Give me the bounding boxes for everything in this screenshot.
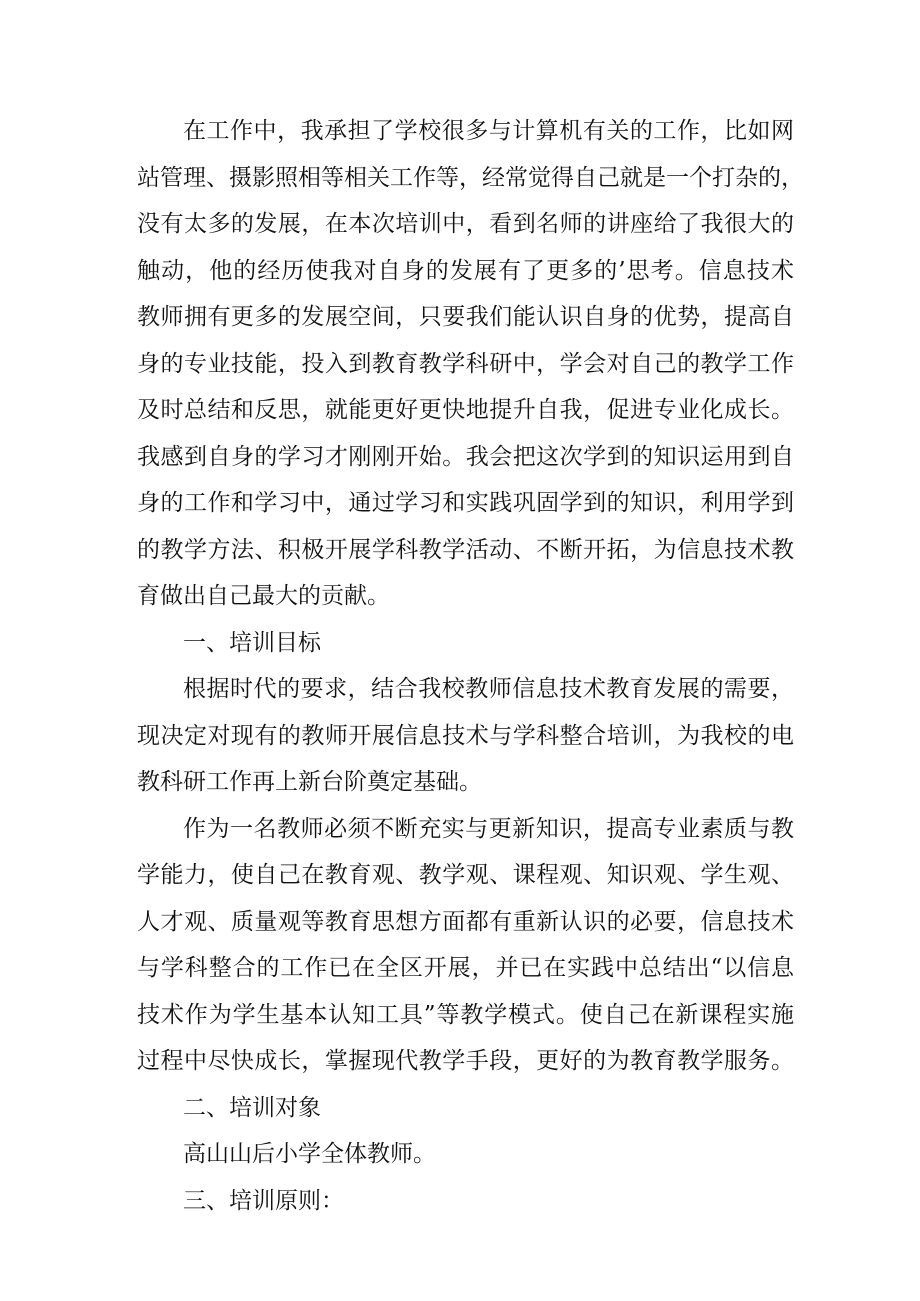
- text-line: 教师拥有更多的发展空间，只要我们能认识自身的优势，提高自: [137, 304, 794, 330]
- text-line: 技术作为学生基本认知工具”等教学模式。使自己在新课程实施: [137, 1001, 794, 1028]
- text-line: 在工作中，我承担了学校很多与计算机有关的工作，比如网: [183, 118, 794, 144]
- text-line: 高山山后小学全体教师。: [183, 1141, 436, 1167]
- text-line: 过程中尽快成长，掌握现代教学手段，更好的为教育教学服务。: [137, 1048, 794, 1074]
- text-line: 及时总结和反思，就能更好更快地提升自我，促进专业化成长。: [137, 397, 794, 423]
- text-line: 现决定对现有的教师开展信息技术与学科整合培训，为我校的电: [137, 722, 794, 749]
- text-line: 的教学方法、积极开展学科教学活动、不断开拓，为信息技术教: [137, 536, 794, 563]
- text-line: 身的专业技能，投入到教育教学科研中，学会对自己的教学工作: [137, 350, 794, 377]
- text-line: 没有太多的发展，在本次培训中，看到名师的讲座给了我很大的: [137, 211, 794, 237]
- text-line: 根据时代的要求，结合我校教师信息技术教育发展的需要，: [183, 676, 794, 702]
- document-body: [137, 108, 804, 1224]
- text-line: 三、培训原则：: [183, 1187, 344, 1214]
- text-line: 教科研工作再上新台阶奠定基础。: [137, 769, 482, 795]
- text-line: 学能力，使自己在教育观、教学观、课程观、知识观、学生观、: [137, 862, 794, 888]
- text-line: 作为一名教师必须不断充实与更新知识，提高专业素质与教: [183, 815, 794, 842]
- text-line: 与学科整合的工作已在全区开展，并已在实践中总结出“以信息: [137, 955, 794, 981]
- text-line: 触动，他的经历使我对自身的发展有了更多的’思考。信息技术: [137, 257, 794, 284]
- text-line: 育做出自己最大的贡献。: [137, 583, 390, 609]
- text-line: 二、培训对象: [183, 1094, 321, 1121]
- text-line: 一、培训目标: [183, 629, 321, 656]
- text-line: 站管理、摄影照相等相关工作等，经常觉得自己就是一个打杂的，: [137, 164, 804, 191]
- text-line: 人才观、质量观等教育思想方面都有重新认识的必要，信息技术: [137, 908, 794, 935]
- text-line: 身的工作和学习中，通过学习和实践巩固学到的知识，利用学到: [137, 490, 794, 516]
- text-line: 我感到自身的学习才刚刚开始。我会把这次学到的知识运用到自: [137, 443, 794, 470]
